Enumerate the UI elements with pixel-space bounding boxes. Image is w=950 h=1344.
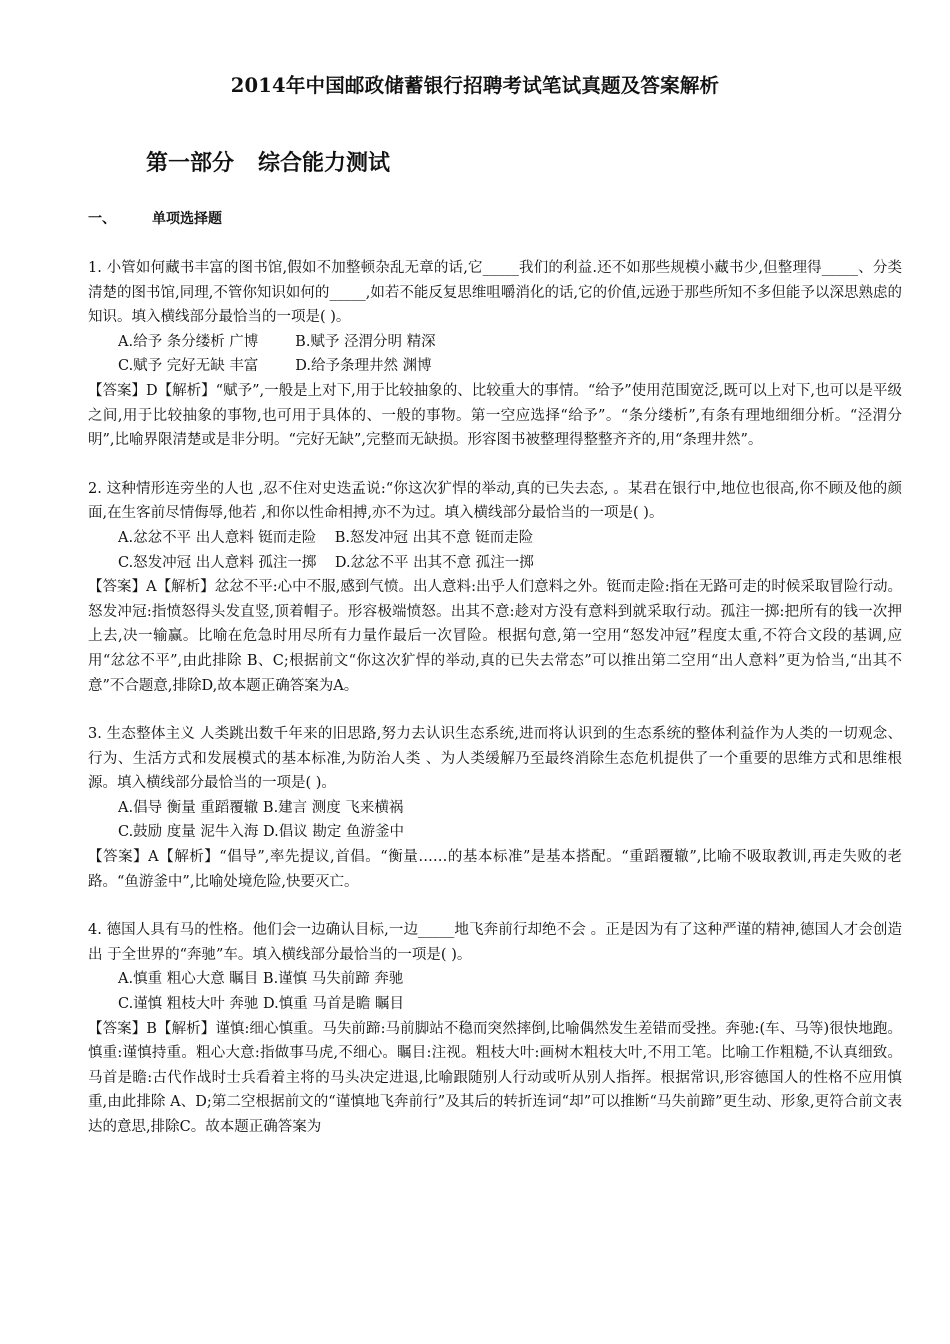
- question-options-row-2: C.怒发冲冠 出人意料 孤注一掷 D.忿忿不平 出其不意 孤注一掷: [118, 554, 534, 571]
- question-4: [88, 918, 902, 1139]
- question-2: [88, 477, 902, 698]
- section-number: 一、: [88, 211, 116, 227]
- part-number: 第一部分: [146, 150, 235, 176]
- question-options-row-2: C.鼓励 度量 泥牛入海 D.倡议 勘定 鱼游釜中: [118, 824, 404, 841]
- question-answer: 【答案】A【解析】“倡导”,率先提议,首倡。“衡量……的基本标准”是基本搭配。“重蹈覆辙”,比喻不吸取教训,再走失败的老路。“鱼游釜中”,比喻处境危险,快要灭亡。: [88, 849, 902, 890]
- question-options-row-1: A.倡导 衡量 重蹈覆辙 B.建言 测度 飞来横祸: [118, 799, 404, 816]
- question-1: [88, 256, 902, 453]
- question-stem: 3. 生态整体主义 人类跳出数千年来的旧思路,努力去认识生态系统,进而将认识到的生态系统的整体利益作为人类的一切观念、行为、生活方式和发展模式的基本标准,为防治人类 、为人类缓解乃至最终消除生态危机提供了一个重要的思维方式和思维根源。填入横线部分最恰当的一项是( )。: [88, 726, 902, 792]
- question-answer: 【答案】D【解析】“赋予”,一般是上对下,用于比较抽象的、比较重大的事情。“给予”使用范围宽泛,既可以上对下,也可以是平级之间,用于比较抽象的事物,也可用于具体的、一般的事物。第一空应选择“给予”。“条分缕析”,有条有理地细细分析。“泾渭分明”,比喻界限清楚或是非分明。“完好无缺”,完整而无缺损。形容图书被整理得整整齐齐的,用“条理井然”。: [88, 382, 902, 449]
- question-options-row-1: A.忿忿不平 出人意料 铤而走险 B.怒发冲冠 出其不意 铤而走险: [118, 529, 534, 546]
- section-heading: [88, 208, 222, 228]
- question-list: [88, 256, 902, 1164]
- question-answer: 【答案】A【解析】忿忿不平:心中不服,感到气愤。出人意料:出乎人们意料之外。铤而走险:指在无路可走的时候采取冒险行动。怒发冲冠:指愤怒得头发直竖,顶着帽子。形容极端愤怒。出其不意:趁对方没有意料到就采取行动。孤注一掷:把所有的钱一次押上去,决一输赢。比喻在危急时用尽所有力量作最后一次冒险。根据句意,第一空用“怒发冲冠”程度太重,不符合文段的基调,应用“忿忿不平”,由此排除 B、C;根据前文“你这次犷悍的举动,真的已失去常态”可以推出第二空用“出人意料”更为恰当,“出其不意”不合题意,排除D,故本题正确答案为A。: [88, 579, 902, 694]
- question-options-row-2: C.谨慎 粗枝大叶 奔驰 D.慎重 马首是瞻 瞩目: [118, 996, 404, 1013]
- question-options-row-1: A.慎重 粗心大意 瞩目 B.谨慎 马失前蹄 奔驰: [118, 971, 404, 988]
- section-name: 单项选择题: [152, 211, 222, 227]
- question-stem: 1. 小管如何藏书丰富的图书馆,假如不加整顿杂乱无章的话,它_____我们的利益.还不如那些规模小藏书少,但整理得_____、分类清楚的图书馆,同理,不管你知识如何的_____,如若不能反复思维咀嚼消化的话,它的价值,远逊于那些所知不多但能予以深思熟虑的知识。填入横线部分最恰当的一项是( )。: [88, 260, 902, 326]
- question-answer: 【答案】B【解析】谨慎:细心慎重。马失前蹄:马前脚站不稳而突然摔倒,比喻偶然发生差错而受挫。奔驰:(车、马等)很快地跑。慎重:谨慎持重。粗心大意:指做事马虎,不细心。瞩目:注视。粗枝大叶:画树木粗枝大叶,不用工笔。比喻工作粗糙,不认真细致。马首是瞻:古代作战时士兵看着主将的马头决定进退,比喻跟随别人行动或听从别人指挥。根据常识,形容德国人的性格不应用慎重,由此排除 A、D;第二空根据前文的“谨慎地飞奔前行”及其后的转折连词“却”可以推断“马失前蹄”更生动、形象,更符合前文表达的意思,排除C。故本题正确答案为: [88, 1020, 902, 1135]
- question-options-row-1: A.给予 条分缕析 广博 B.赋予 泾渭分明 精深: [118, 333, 436, 350]
- part-name: 综合能力测试: [258, 150, 391, 176]
- question-stem: 2. 这种情形连旁坐的人也 ,忍不住对史迭孟说:“你这次犷悍的举动,真的已失去态, 。某君在银行中,地位也很高,你不顾及他的颜面,在生客前尽情侮辱,他若 ,和你以性命相搏,亦不为过。填入横线部分最恰当的一项是( )。: [88, 480, 902, 522]
- part-heading: [146, 146, 390, 177]
- document-title: 2014年中国邮政储蓄银行招聘考试笔试真题及答案解析: [230, 74, 720, 97]
- question-options-row-2: C.赋予 完好无缺 丰富 D.给予条理井然 渊博: [118, 358, 432, 375]
- question-stem: 4. 德国人具有马的性格。他们会一边确认目标,一边_____地飞奔前行却绝不会 。正是因为有了这种严谨的精神,德国人才会创造出 于全世界的“奔驰”车。填入横线部分最恰当的一项是( )。: [88, 922, 902, 963]
- question-3: [88, 722, 902, 894]
